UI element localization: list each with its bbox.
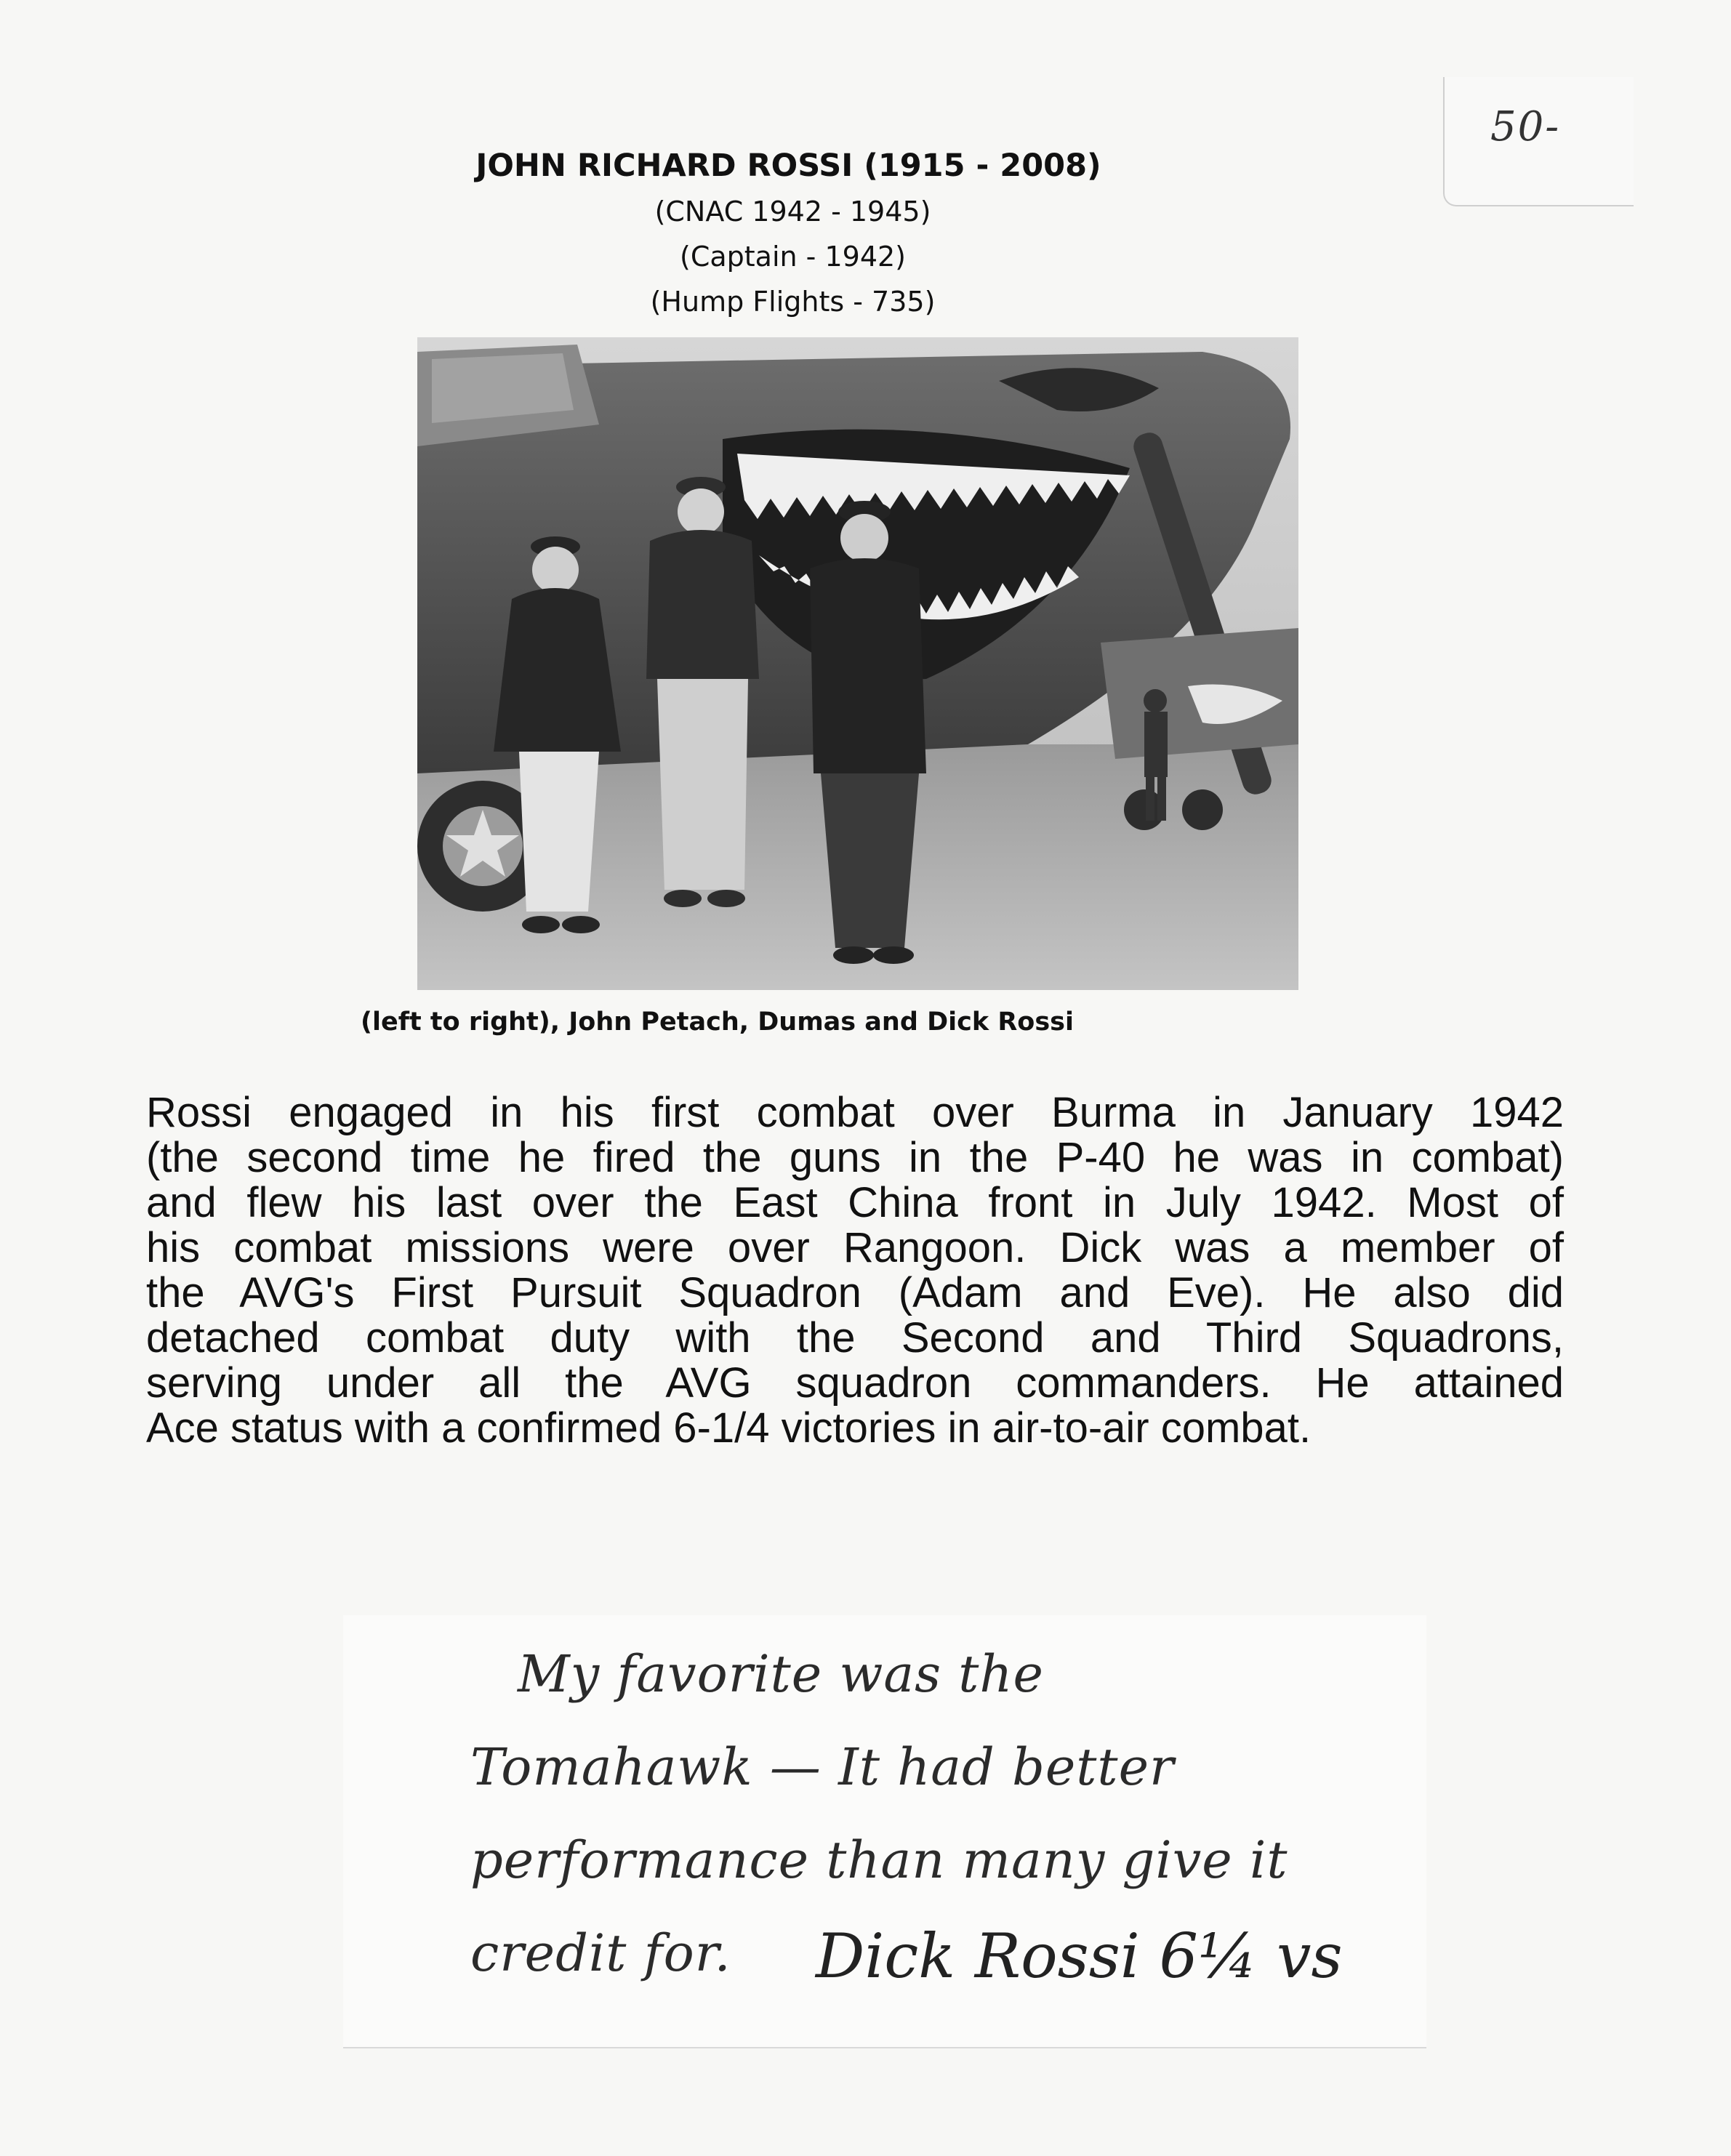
historical-photo [417, 337, 1298, 990]
header-line-flights: (Hump Flights - 735) [650, 286, 936, 318]
photo-caption: (left to right), John Petach, Dumas and Dick Rossi [360, 1007, 1074, 1037]
handwritten-line: performance than many give it [470, 1830, 1288, 1890]
document-title: JOHN RICHARD ROSSI (1915 - 2008) [475, 148, 1101, 184]
paragraph-line: detached combat duty with the Second and Third Squadrons, [146, 1314, 1564, 1361]
photo-illustration [417, 337, 1298, 990]
paragraph-line: Rossi engaged in his first combat over Burma in January 1942 [146, 1089, 1564, 1136]
header-line-rank: (Captain - 1942) [680, 241, 906, 273]
header-line-service: (CNAC 1942 - 1945) [654, 196, 931, 228]
handwritten-line: credit for. [470, 1923, 731, 1983]
paragraph-line: serving under all the AVG squadron commanders. He attained [146, 1359, 1564, 1407]
handwritten-line: My favorite was the [518, 1644, 1044, 1704]
handwritten-note-card [343, 1615, 1426, 2048]
paragraph-line: (the second time he fired the guns in the P-40 he was in combat) [146, 1134, 1564, 1181]
signature: Dick Rossi 6¼ vs [816, 1920, 1343, 1992]
handwritten-price-note: 50- [1490, 103, 1561, 150]
document-header [0, 142, 1731, 324]
paragraph-line: the AVG's First Pursuit Squadron (Adam and Eve). He also did [146, 1269, 1564, 1316]
paragraph-line: Ace status with a confirmed 6-1/4 victories in air-to-air combat. [146, 1404, 1312, 1452]
handwritten-line: Tomahawk — It had better [470, 1737, 1175, 1797]
paragraph-line: and flew his last over the East China front in July 1942. Most of [146, 1179, 1564, 1226]
paragraph-line: his combat missions were over Rangoon. Dick was a member of [146, 1224, 1564, 1271]
biography-paragraph [146, 1090, 1564, 1451]
